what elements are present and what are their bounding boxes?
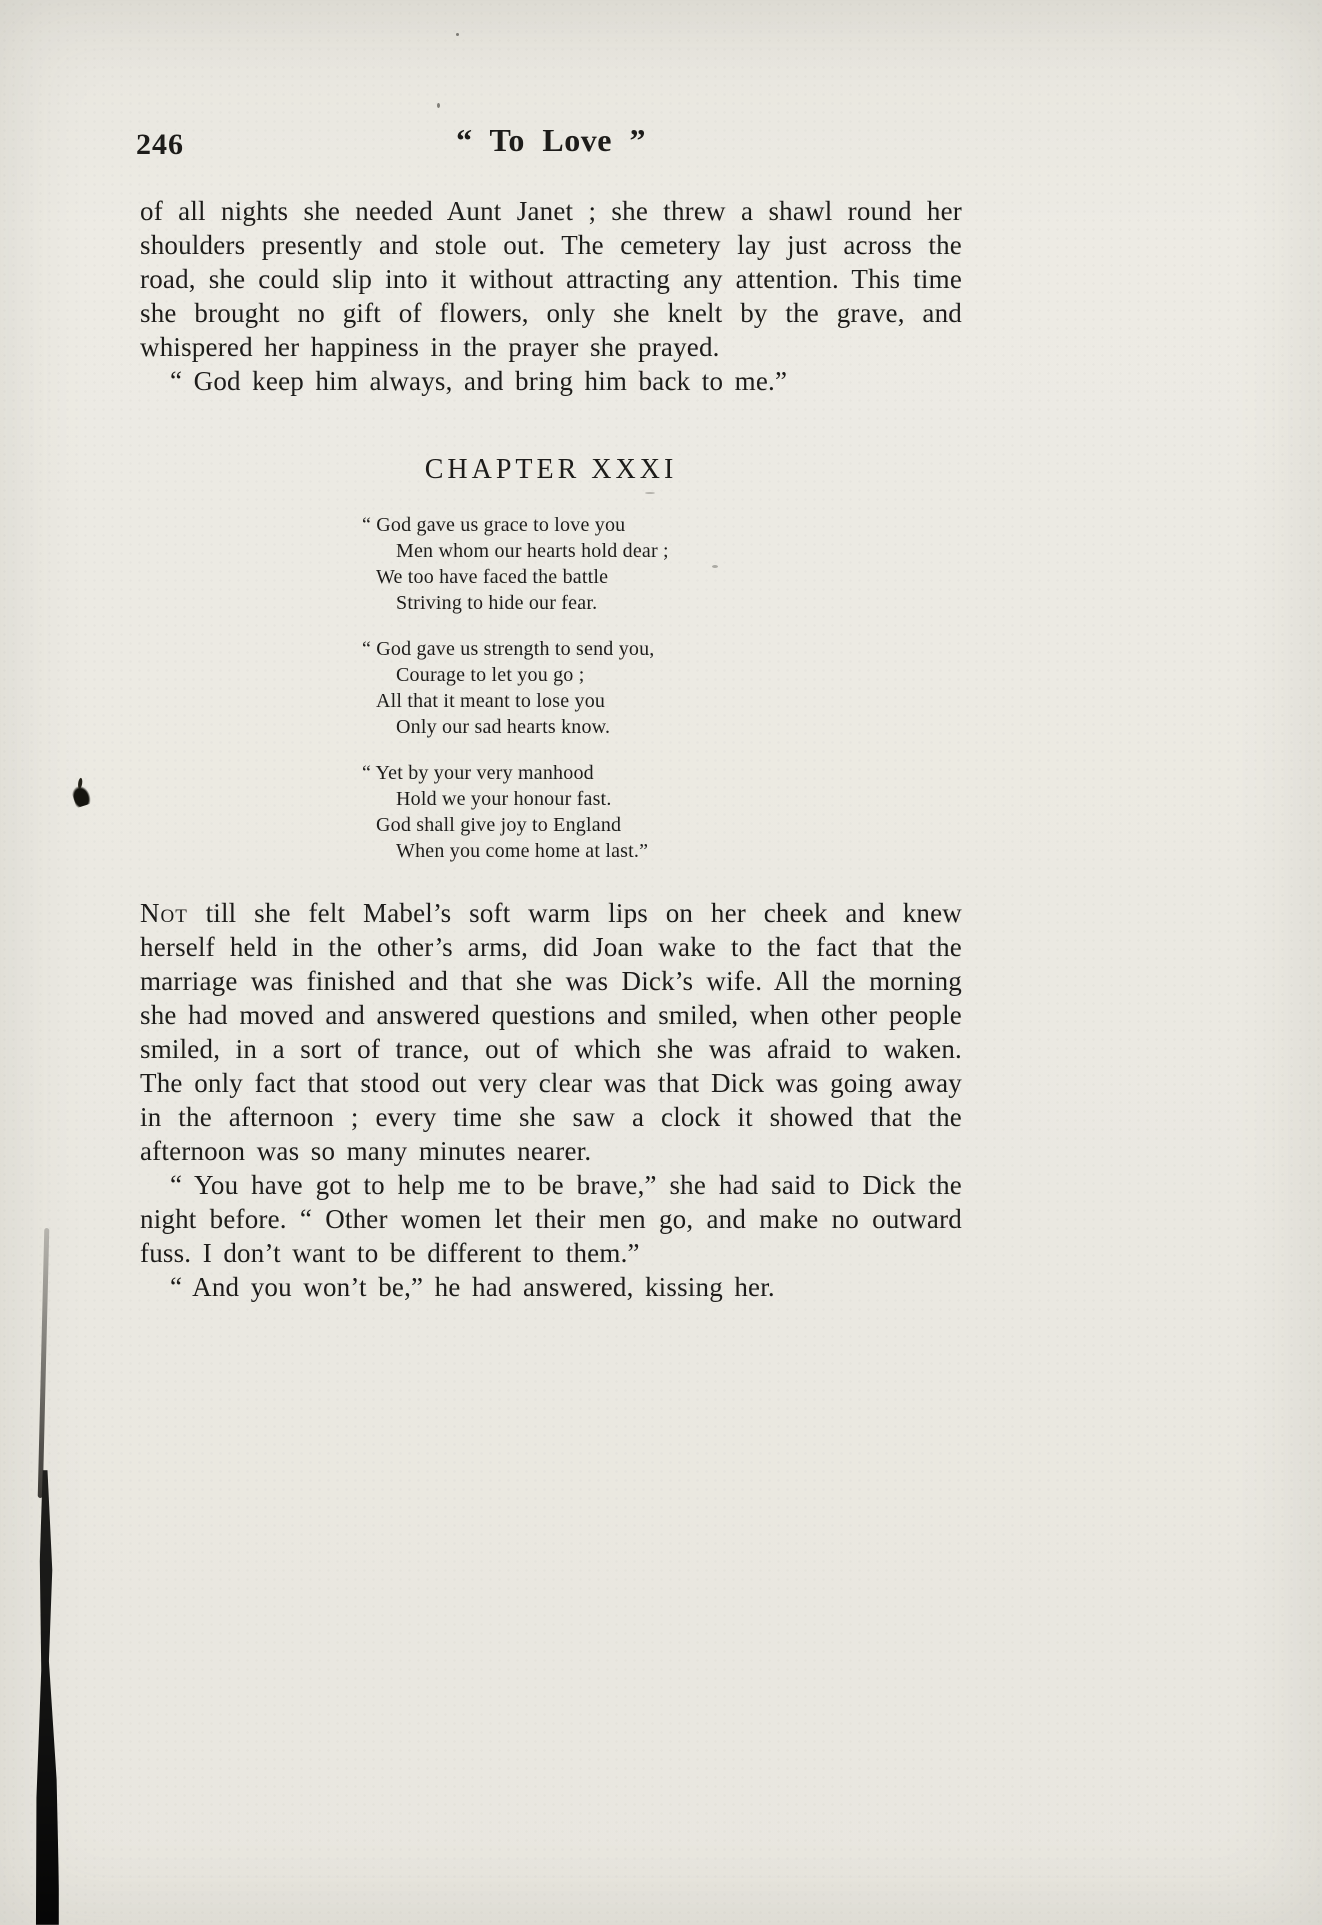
paragraph-chapter-opening — [140, 896, 962, 1168]
text-block — [136, 122, 962, 1304]
scan-artifact-binding-streak-thin — [38, 1228, 50, 1498]
paragraph: of all nights she needed Aunt Janet ; she threw a shawl round her shoulders presently and stole out. The cemetery lay just across the road, she could slip into it without attracting any attention. This time she brought no gift of flowers, only she knelt by the grave, and whispered her happiness in the prayer she prayed. — [140, 196, 962, 362]
poem-line: Hold we your honour fast. — [396, 788, 612, 810]
paragraph-text: till she felt Mabel’s soft warm lips on her cheek and knew herself held in the other’s arms, did Joan wake to the fact that the marriage was finished and that she was Dick’s wife. All the morning she had moved and answered questions and smiled, when other people smiled, in a sort of trance, out of which she was afraid to waken. The only fact that stood out very clear was that Dick was going away in the afternoon ; every time she saw a clock it showed that the afternoon was so many minutes nearer. — [140, 898, 962, 1166]
poem-line: “ Yet by your very manhood — [362, 762, 594, 784]
lead-word-small-caps: Not — [140, 898, 188, 928]
chapter-epigraph-poem — [140, 512, 962, 864]
scan-artifact-binding-streak-thick — [35, 1470, 59, 1925]
chapter-body-text — [140, 896, 962, 1304]
poem-stanza — [362, 760, 962, 864]
poem-line: We too have faced the battle — [376, 566, 609, 588]
poem-line: “ God gave us grace to love you — [362, 514, 626, 536]
poem-stanza — [362, 636, 962, 740]
paragraph-prayer-quote: “ God keep him always, and bring him back to me.” — [170, 366, 788, 396]
page-header — [136, 122, 962, 170]
scan-artifact-speck — [437, 103, 440, 108]
poem-stanza — [362, 512, 962, 616]
paragraph-dialogue: “ And you won’t be,” he had answered, kissing her. — [170, 1272, 775, 1302]
poem-line: All that it meant to lose you — [376, 690, 606, 712]
chapter-ending-text — [140, 194, 962, 398]
scan-artifact-ink-blot — [70, 783, 93, 808]
poem-line: Striving to hide our fear. — [396, 592, 598, 614]
paragraph-dialogue: “ You have got to help me to be brave,” she had said to Dick the night before. “ Other women let their men go, and make no outward fuss. I don’t want to be different to them.” — [140, 1170, 962, 1268]
poem-line: When you come home at last.” — [396, 840, 649, 862]
book-title: “ To Love ” — [456, 122, 646, 158]
poem-line: Only our sad hearts know. — [396, 716, 611, 738]
page-number: 246 — [136, 128, 184, 161]
poem-line: “ God gave us strength to send you, — [362, 638, 655, 660]
chapter-heading: CHAPTER XXXI — [424, 454, 678, 485]
poem-line: God shall give joy to England — [376, 814, 622, 836]
poem-line: Courage to let you go ; — [396, 664, 585, 686]
poem-line: Men whom our hearts hold dear ; — [396, 540, 669, 562]
scan-artifact-speck — [456, 33, 459, 36]
